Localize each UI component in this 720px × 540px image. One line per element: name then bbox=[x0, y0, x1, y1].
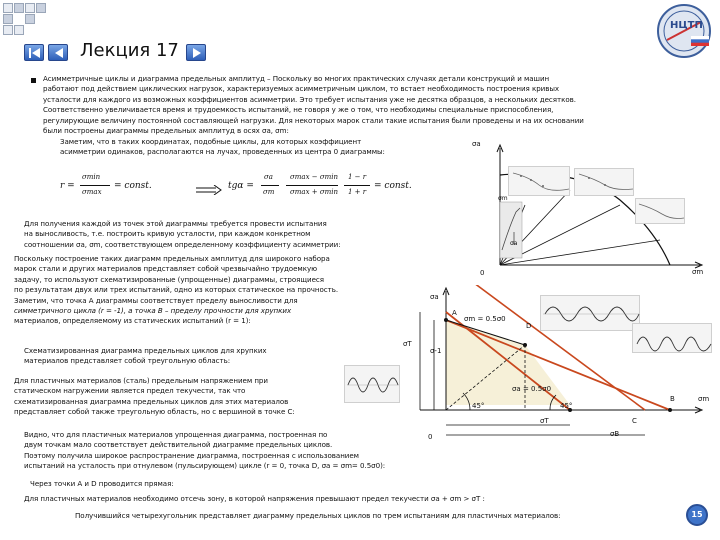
fraction-bar bbox=[344, 185, 370, 186]
fraction-bar bbox=[286, 185, 338, 186]
cycle-waveform-thumbnail bbox=[344, 365, 400, 403]
paragraph-testing bbox=[24, 219, 444, 250]
point-B-label: B bbox=[670, 395, 675, 403]
text-line: материалов представляет собой треугольную область: bbox=[24, 356, 231, 366]
cycle-waveform-thumbnail bbox=[540, 295, 640, 331]
formula-part: 1 + r bbox=[348, 188, 367, 196]
formula-part: σmin bbox=[82, 173, 101, 181]
decor-square bbox=[25, 3, 35, 13]
text-line: статическом нагружении является предел текучести, так что bbox=[14, 386, 246, 396]
origin-label: 0 bbox=[480, 269, 485, 277]
sigma-T-bottom-label: σT bbox=[540, 417, 549, 425]
paragraph-schematic bbox=[14, 254, 414, 327]
point-D-label: D bbox=[526, 322, 532, 330]
decor-square bbox=[14, 25, 24, 35]
paragraph-cutoff: Для пластичных материалов необходимо отсечь зону, в которой напряжения превышают предел текучести σa + σm > σT : bbox=[24, 494, 485, 503]
text-line: представляет собой также треугольную область, но с вершиной в точке C: bbox=[14, 407, 295, 417]
paragraph-line-AD: Через точки A и D проводится прямая: bbox=[30, 479, 174, 488]
decor-square bbox=[36, 3, 46, 13]
text-line: Асимметричные циклы и диаграмма предельных амплитуд – Поскольку во многих практических случаях детали конструкций и машин bbox=[43, 74, 550, 83]
text-line: регулирующие величину постоянной составляющей нагрузки. Для некоторых марок стали такие испытания были проведены и на их основании bbox=[43, 115, 584, 125]
formula-part: σmax − σmin bbox=[290, 173, 339, 181]
text-line: соотношении σa, σm, соответствующем определенному коэффициенту асимметрии: bbox=[24, 239, 341, 249]
text-line: Видно, что для пластичных материалов упрощенная диаграмма, построенная по bbox=[24, 430, 328, 439]
formula-part: = const. bbox=[374, 181, 412, 191]
paragraph-conclusion: Получившийся четырехугольник представляет диаграмму предельных циклов по трем испытаниям для пластичных материалов: bbox=[75, 511, 561, 520]
text-line: Для получения каждой из точек этой диаграммы требуется провести испытания bbox=[24, 219, 327, 228]
text-line: задачу, то используют схематизированные (упрощенные) диаграммы, строящиеся bbox=[14, 274, 324, 284]
sigma-minus1-label: σ-1 bbox=[430, 347, 442, 355]
formula-part: 1 − r bbox=[348, 173, 367, 181]
page-title: Лекция 17 bbox=[80, 40, 179, 61]
sigma-B-bottom-label: σB bbox=[610, 430, 620, 438]
axis-label-sigma-a: σa bbox=[430, 293, 439, 301]
text-line: Соответственно увеличивается время и трудоемкость испытаний, не говоря у же о том, что необходимы специальные приспособления, bbox=[43, 105, 554, 115]
decor-square bbox=[3, 3, 13, 13]
first-slide-button[interactable] bbox=[24, 44, 44, 61]
skip-back-icon bbox=[28, 47, 42, 59]
text-line: Заметим, что точка A диаграммы соответствует пределу выносливости для bbox=[14, 295, 298, 305]
paragraph-brittle bbox=[24, 346, 344, 367]
text-line: схематизированная диаграмма предельных циклов для этих материалов bbox=[14, 396, 289, 406]
text-line: Поэтому получила широкое распространение диаграмма, построенная с использованием bbox=[24, 450, 359, 460]
formula-part: tgα = bbox=[228, 181, 254, 191]
origin-label: 0 bbox=[428, 433, 433, 441]
text-line: работают под действием циклических нагрузок, характеризуемых асимметричным циклом, то встает необходимость построения кривых bbox=[43, 84, 560, 94]
schematic-limit-diagram bbox=[400, 285, 718, 450]
point-C-label: C bbox=[632, 417, 637, 425]
angle-right-label: 45° bbox=[560, 402, 573, 410]
next-slide-button[interactable] bbox=[186, 44, 206, 61]
text-line: двум точкам мало соответствует действительной диаграмме предельных циклов. bbox=[24, 440, 333, 450]
sigma-a-half-label: σa = 0.5σ0 bbox=[512, 385, 552, 393]
fraction-bar bbox=[261, 185, 279, 186]
axis-label-sigma-a: σa bbox=[472, 140, 481, 148]
sigma-T-left-label: σT bbox=[403, 340, 412, 348]
paragraph-intro bbox=[43, 74, 711, 136]
fraction-bar bbox=[80, 185, 110, 186]
text-line: симметричного цикла (r = -1), а точка B – пределу прочности для хрупких bbox=[14, 306, 292, 316]
text-line: по результатам двух или трех испытаний, одно из которых статическое на прочность. bbox=[14, 285, 339, 295]
decor-square bbox=[3, 25, 13, 35]
fatigue-curve-thumbnail bbox=[574, 168, 634, 196]
formula-asymmetry bbox=[58, 170, 178, 206]
point-A-label: A bbox=[452, 309, 457, 317]
text-line: Заметим, что в таких координатах, подобные циклы, для которых коэффициент bbox=[60, 137, 362, 146]
text-line: усталости для каждого из возможных коэффициентов асимметрии. Это требует испытания уже не десятка образцов, а нескольких десятков. bbox=[43, 94, 576, 104]
axis-label-sigma-m: σm bbox=[692, 268, 704, 276]
formula-tangent bbox=[226, 170, 436, 206]
text-line: Схематизированная диаграмма предельных циклов для хрупких bbox=[24, 346, 267, 355]
text-line: испытаний на усталость при отнулевом (пульсирующем) цикле (r = 0, точка D, σa = σm= 0.5σ0): bbox=[24, 461, 386, 471]
formula-part: = const. bbox=[114, 181, 152, 191]
text-line: асимметрии одинаков, располагаются на лучах, проведенных из центра 0 диаграммы: bbox=[60, 147, 385, 157]
page-number-badge: 15 bbox=[686, 504, 708, 526]
formula-part: σmax + σmin bbox=[290, 188, 339, 196]
paragraph-plastic bbox=[14, 376, 354, 418]
point-label-sigma-m: σm bbox=[498, 195, 508, 202]
arrow-right-icon bbox=[190, 47, 204, 59]
bullet-marker bbox=[31, 78, 36, 83]
decor-square bbox=[3, 14, 13, 24]
paragraph-rays bbox=[60, 137, 460, 158]
text-line: были построены диаграммы предельных амплитуд в осях σa, σm: bbox=[43, 126, 289, 136]
formula-part: σa bbox=[264, 173, 273, 181]
limit-amplitude-diagram bbox=[470, 140, 710, 285]
formula-part: r = bbox=[60, 181, 75, 191]
text-line: материалов, определяемому из статических испытаний (r = 1): bbox=[14, 316, 251, 326]
logo-text: НЦТП bbox=[670, 20, 703, 31]
formula-part: σmax bbox=[82, 188, 102, 196]
text-line: на выносливость, т.е. построить кривую усталости, при каждом конкретном bbox=[24, 229, 311, 239]
fatigue-curve-thumbnail bbox=[635, 198, 685, 224]
arrow-left-icon bbox=[52, 47, 66, 59]
decor-square bbox=[25, 14, 35, 24]
decor-square bbox=[14, 3, 24, 13]
implies-arrow-icon bbox=[196, 180, 222, 190]
text-line: Для пластичных материалов (сталь) предельным напряжением при bbox=[14, 376, 268, 385]
fatigue-curve-thumbnail bbox=[508, 166, 570, 196]
angle-left-label: 45° bbox=[472, 402, 485, 410]
text-line: Поскольку построение таких диаграмм предельных амплитуд для широкого набора bbox=[14, 254, 330, 263]
paragraph-simplified bbox=[24, 430, 444, 472]
logo bbox=[653, 2, 715, 60]
sigma-m-half-label: σm = 0.5σ0 bbox=[464, 315, 506, 323]
text-line: марок стали и других материалов представляет собой чрезвычайно трудоемкую bbox=[14, 264, 318, 274]
formula-part: σm bbox=[263, 188, 275, 196]
point-label-sigma-a: σa bbox=[510, 240, 518, 247]
cycle-waveform-thumbnail bbox=[632, 323, 712, 353]
prev-slide-button[interactable] bbox=[48, 44, 68, 61]
axis-label-sigma-m: σm bbox=[698, 395, 710, 403]
